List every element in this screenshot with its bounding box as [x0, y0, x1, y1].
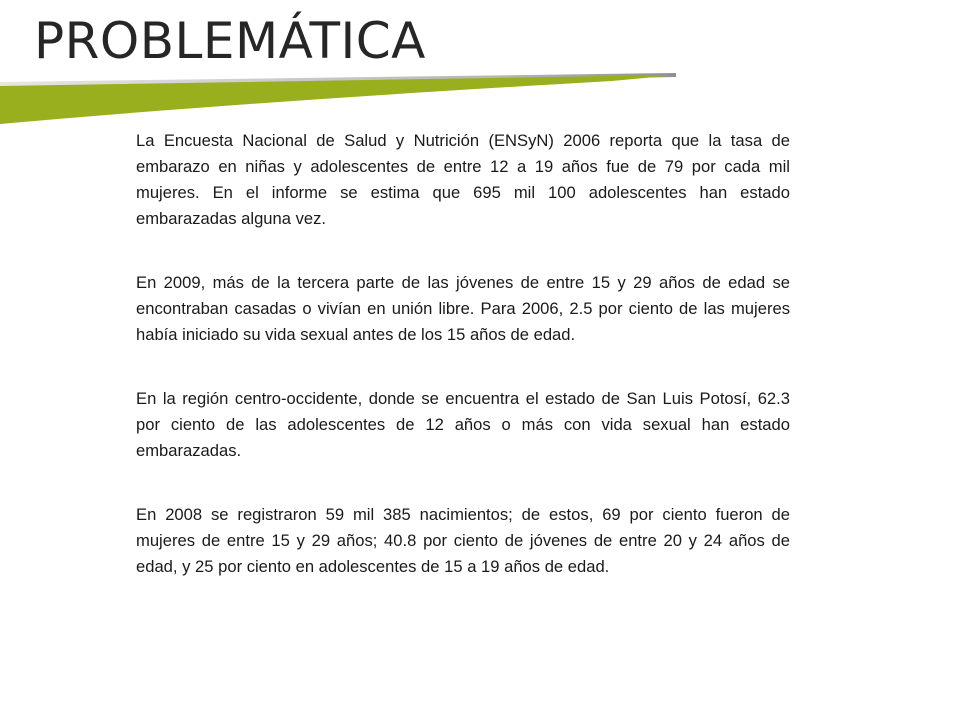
slide-title: PROBLEMÁTICA	[34, 12, 426, 70]
title-underline-swoosh	[0, 70, 680, 126]
paragraph-2008-births: En 2008 se registraron 59 mil 385 nacimientos; de estos, 69 por ciento fueron de mujeres de entre 15 y 29 años; 40.8 por ciento de jóvenes de entre 20 y 24 años de edad, y 25 por ciento en adolescentes de 15 a 19 años de edad.	[136, 505, 790, 576]
paragraph-centro-occidente: En la región centro-occidente, donde se encuentra el estado de San Luis Potosí, 62.3 por ciento de las adolescentes de 12 años o más con vida sexual han estado embarazadas.	[136, 389, 790, 460]
slide-body	[136, 128, 790, 618]
paragraph-ensyn-2006: La Encuesta Nacional de Salud y Nutrición (ENSyN) 2006 reporta que la tasa de embarazo en niñas y adolescentes de entre 12 a 19 años fue de 79 por cada mil mujeres. En el informe se estima que 695 mil 100 adolescentes han estado embarazadas alguna vez.	[136, 131, 790, 228]
paragraph-2009-youth: En 2009, más de la tercera parte de las jóvenes de entre 15 y 29 años de edad se encontraban casadas o vivían en unión libre. Para 2006, 2.5 por ciento de las mujeres había iniciado su vida sexual antes de los 15 años de edad.	[136, 273, 790, 344]
